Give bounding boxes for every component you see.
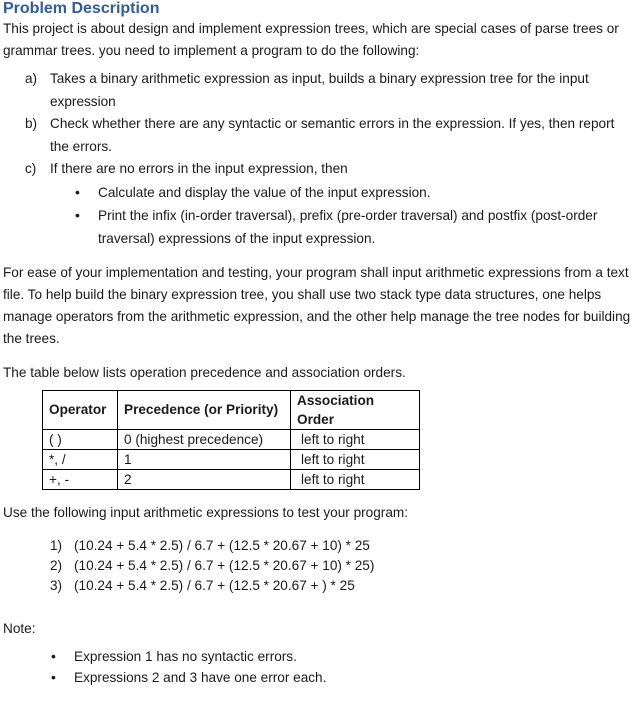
list-item-text: Calculate and display the value of the input expression.	[98, 184, 431, 200]
document	[3, 0, 635, 688]
table-row	[43, 469, 420, 489]
table-cell: +, -	[43, 469, 118, 489]
bullet-icon: •	[75, 206, 80, 223]
list-marker: 3)	[50, 577, 63, 593]
list-item	[3, 68, 635, 113]
list-item-text: Expressions 2 and 3 have one error each.	[74, 669, 327, 685]
expression-text: (10.24 + 5.4 * 2.5) / 6.7 + (12.5 * 20.67 + ) * 25	[74, 577, 355, 593]
list-item	[3, 158, 635, 181]
list-item-text: Expression 1 has no syntactic errors.	[74, 648, 297, 664]
list-item	[3, 576, 635, 596]
expression-list	[3, 536, 635, 596]
test-intro-paragraph: Use the following input arithmetic expressions to test your program:	[3, 504, 408, 520]
list-marker: a)	[25, 71, 38, 86]
implementation-paragraph: For ease of your implementation and testing, your program shall input arithmetic expressions from a text file. To help build the binary expression tree, you shall use two stack type data structures, one helps manage operators from the arithmetic expression, and the other help manage the tree nodes for building the trees.	[3, 264, 631, 346]
table-row	[43, 429, 420, 449]
list-item-text: Check whether there are any syntactic or semantic errors in the expression. If yes, then report the errors.	[50, 116, 615, 154]
table-cell: ( )	[43, 429, 118, 449]
list-item	[3, 536, 635, 556]
table-cell: 1	[118, 449, 291, 469]
bullet-icon: •	[51, 647, 56, 664]
list-marker: 1)	[50, 537, 63, 553]
table-cell: *, /	[43, 449, 118, 469]
table-cell: 2	[118, 469, 291, 489]
list-item-text: Takes a binary arithmetic expression as input, builds a binary expression tree for the input expression	[50, 71, 589, 109]
list-item	[3, 204, 635, 250]
subtask-list	[3, 181, 635, 250]
task-list	[3, 68, 635, 181]
list-item	[3, 181, 635, 204]
column-header: Association Order	[291, 390, 420, 429]
bullet-icon: •	[75, 183, 80, 200]
list-item	[3, 646, 635, 667]
list-marker: b)	[25, 116, 38, 131]
list-marker: 2)	[50, 557, 63, 573]
list-item-text: Print the infix (in-order traversal), prefix (pre-order traversal) and postfix (post-order traversal) expressions of the input expression.	[98, 207, 598, 246]
bullet-icon: •	[51, 668, 56, 685]
table-cell: left to right	[291, 429, 420, 449]
table-header-row	[43, 390, 420, 429]
list-item	[3, 113, 635, 158]
page-title: Problem Description	[3, 0, 160, 17]
list-marker: c)	[25, 161, 37, 176]
precedence-table	[42, 390, 420, 490]
table-intro-paragraph: The table below lists operation precedence and association orders.	[3, 364, 406, 380]
table-row	[43, 449, 420, 469]
column-header: Operator	[43, 390, 118, 429]
table-cell: left to right	[291, 469, 420, 489]
expression-text: (10.24 + 5.4 * 2.5) / 6.7 + (12.5 * 20.67 + 10) * 25)	[74, 557, 375, 573]
intro-paragraph: This project is about design and implement expression trees, which are special cases of parse trees or grammar trees. you need to implement a program to do the following:	[3, 21, 619, 58]
list-item	[3, 556, 635, 576]
table-cell: 0 (highest precedence)	[118, 429, 291, 449]
table-cell: left to right	[291, 449, 420, 469]
expression-text: (10.24 + 5.4 * 2.5) / 6.7 + (12.5 * 20.67 + 10) * 25	[74, 537, 370, 553]
column-header: Precedence (or Priority)	[118, 390, 291, 429]
list-item	[3, 667, 635, 688]
list-item-text: If there are no errors in the input expression, then	[50, 161, 348, 176]
note-label: Note:	[3, 620, 36, 636]
notes-list	[3, 646, 635, 688]
